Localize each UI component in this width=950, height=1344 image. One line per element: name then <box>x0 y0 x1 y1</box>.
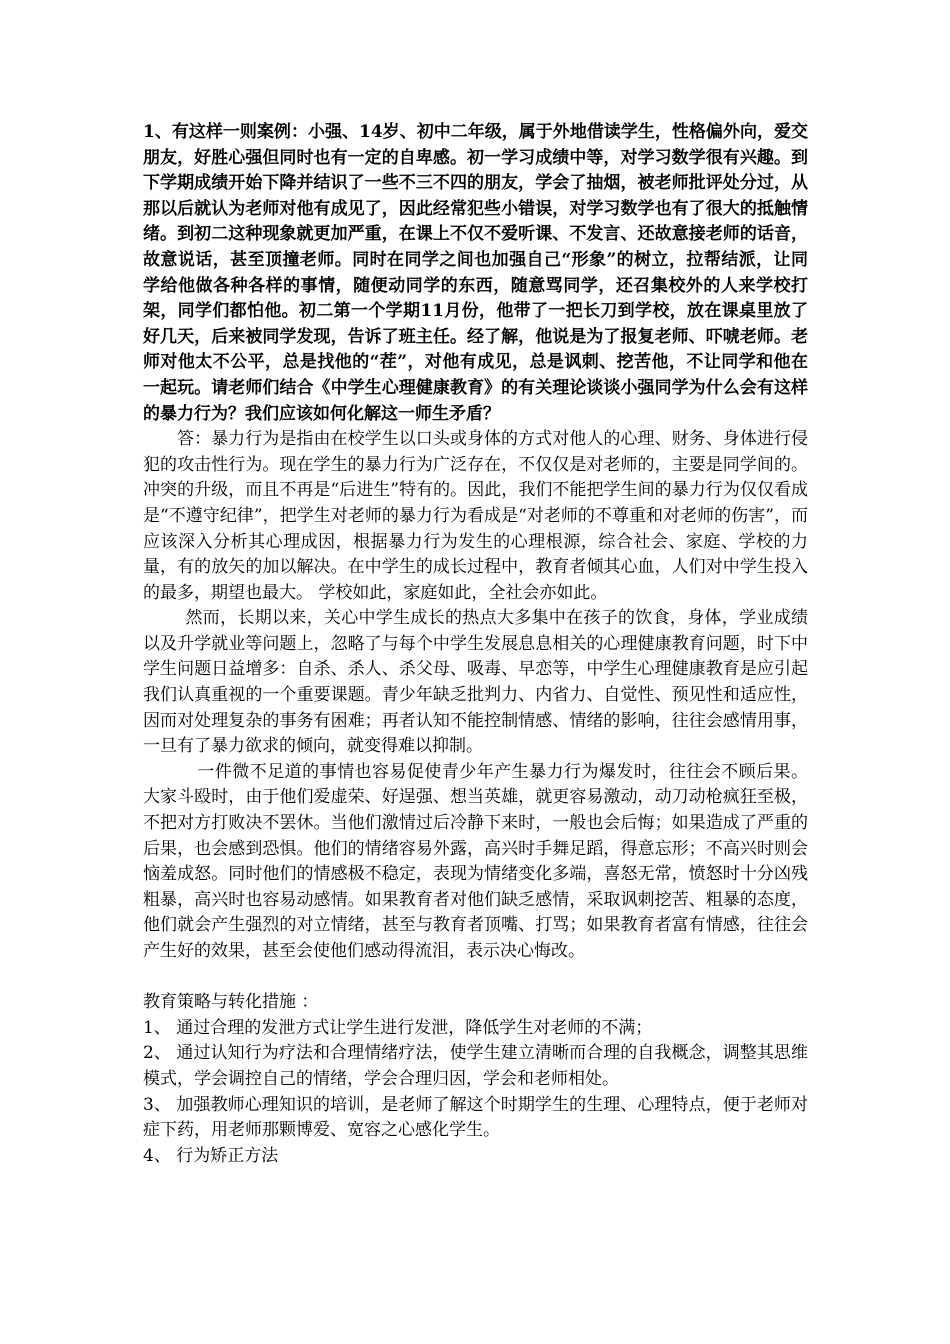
strategy-item-1: 1、 通过合理的发泄方式让学生进行发泄，降低学生对老师的不满； <box>143 1017 653 1038</box>
strategy-heading: 教育策略与转化措施 ： <box>143 992 319 1013</box>
case-question: 1、有这样一则案例：小强、14岁、初中二年级，属于外地借读学生，性格偏外向，爱交朋友，好胜心强但同时也有一定的自卑感。初一学习成绩中等，对学习数学很有兴趣。到下学期成绩开始下降并结识了一些不三不四的朋友，学会了抽烟，被老师批评处分过，从那以后就认为老师对他有成见了，因此经常犯些小错误，对学习数学也有了很大的抵触情绪。到初二这种现象就更加严重，在课上不仅不爱听课、不发言、还故意接老师的话音，故意说话，甚至顶撞老师。同时在同学之间也加强自己“形象”的树立，拉帮结派，让同学给他做各种各样的事情，随便动同学的东西，随意骂同学，还召集校外的人来学校打架，同学们都怕他。初二第一个学期11月份，他带了一把长刀到学校，放在课桌里放了好几天，后来被同学发现，告诉了班主任。经了解，他说是为了报复老师、吓唬老师。老师对他太不公平，总是找他的“茬”，对他有成见，总是讽刺、挖苦他，不让同学和他在一起玩。请老师们结合《中学生心理健康教育》的有关理论谈谈小强同学为什么会有这样的暴力行为？我们应该如何化解这一师生矛盾？ <box>143 122 808 424</box>
answer-paragraph-3: 一件微不足道的事情也容易促使青少年产生暴力行为爆发时，往往会不顾后果。大家斗殴时，由于他们爱虚荣、好逞强、想当英雄，就更容易激动，动刀动枪疯狂至极，不把对方打败决不罢休。当他们激情过后冷静下来时，一般也会后悔；如果造成了严重的后果，也会感到恐惧。他们的情绪容易外露，高兴时手舞足蹈，得意忘形；不高兴时则会恼羞成怒。同时他们的情感极不稳定，表现为情绪变化多端，喜怒无常，愤怒时十分凶残粗暴，高兴时也容易动感情。如果教育者对他们缺乏感情，采取讽刺挖苦、粗暴的态度，他们就会产生强烈的对立情绪，甚至与教育者顶嘴、打骂；如果教育者富有情感，往往会产生好的效果，甚至会使他们感动得流泪，表示决心悔改。 <box>143 761 808 961</box>
document-page <box>143 120 808 1169</box>
answer-paragraph-1: 答：暴力行为是指由在校学生以口头或身体的方式对他人的心理、财务、身体进行侵犯的攻击性行为。现在学生的暴力行为广泛存在，不仅仅是对老师的，主要是同学间的。冲突的升级，而且不再是“后进生”特有的。因此，我们不能把学生间的暴力行为仅仅看成是“不遵守纪律”，把学生对老师的暴力行为看成是“对老师的不尊重和对老师的伤害”，而应该深入分析其心理成因，根据暴力行为发生的心理根源，综合社会、家庭、学校的力量，有的放矢的加以解决。在中学生的成长过程中，教育者倾其心血，人们对中学生投入的最多，期望也最大。 学校如此，家庭如此，全社会亦如此。 <box>143 429 808 603</box>
answer-paragraph-2: 然而，长期以来，关心中学生成长的热点大多集中在孩子的饮食，身体，学业成绩以及升学就业等问题上，忽略了与每个中学生发展息息相关的心理健康教育问题，时下中学生问题日益增多：自杀、杀人、杀父母、吸毒、早恋等，中学生心理健康教育是应引起我们认真重视的一个重要课题。青少年缺乏批判力、内省力、自觉性、预见性和适应性，因而对处理复杂的事务有困难；再者认知不能控制情感、情绪的影响，往往会感情用事，一旦有了暴力欲求的倾向，就变得难以抑制。 <box>143 608 808 757</box>
blank-line <box>143 965 808 991</box>
strategy-item-4: 4、 行为矫正方法 <box>143 1145 279 1166</box>
strategy-item-3: 3、 加强教师心理知识的培训，是老师了解这个时期学生的生理、心理特点，便于老师对症下药，用老师那颗博爱、宽容之心感化学生。 <box>143 1094 808 1141</box>
strategy-item-2: 2、 通过认知行为疗法和合理情绪疗法，使学生建立清晰而合理的自我概念，调整其思维模式，学会调控自己的情绪，学会合理归因，学会和老师相处。 <box>143 1043 808 1089</box>
